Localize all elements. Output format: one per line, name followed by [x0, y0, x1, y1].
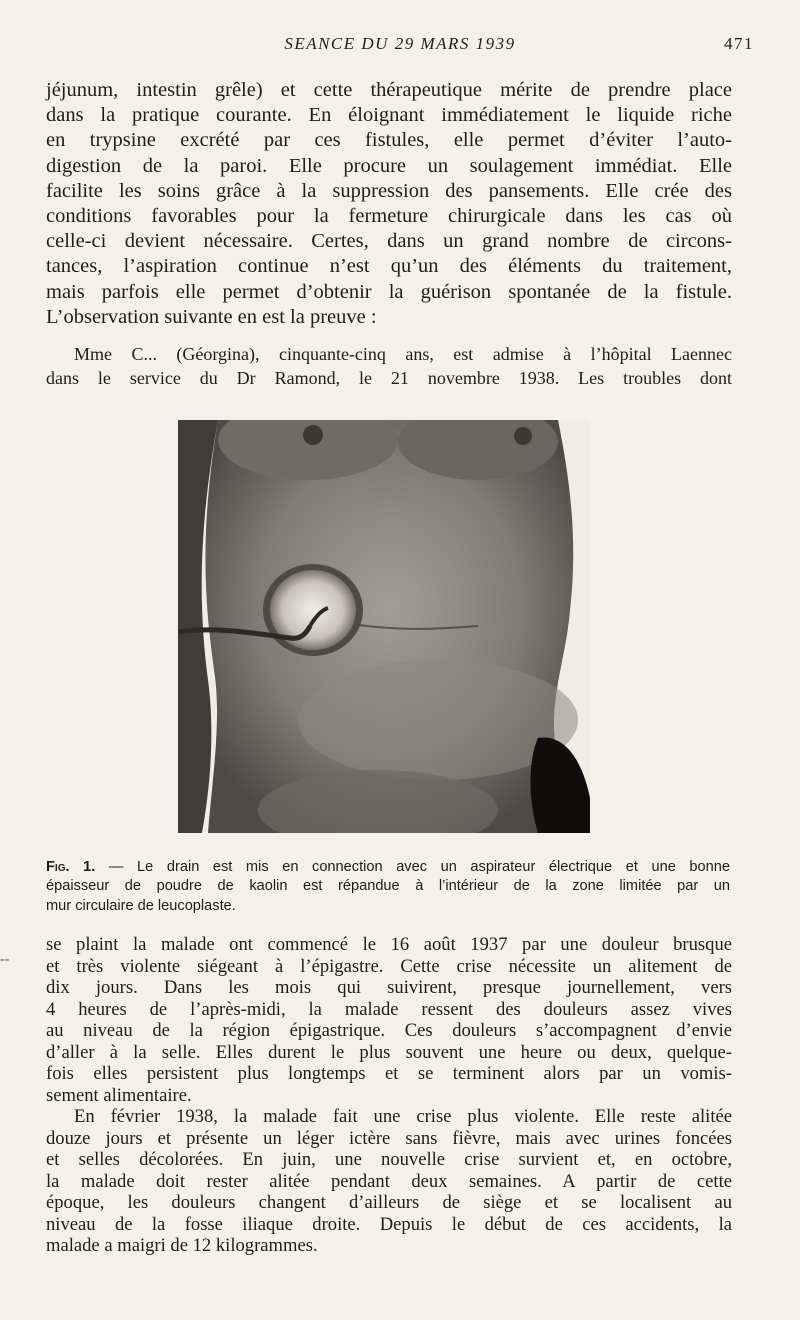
torso-photo-illustration	[178, 420, 590, 833]
text-line: Mme C... (Géorgina), cinquante-cinq ans, est admise à l’hôpital Laennec	[74, 344, 732, 364]
caption-text: — Le drain est mis en connection avec un aspirateur électrique et une bonne	[108, 859, 730, 875]
text-line: fois elles persistent plus longtemps et se terminent alors par un vomis-	[46, 1063, 732, 1084]
text-line: époque, les douleurs changent d’ailleurs de siège et se localisent au	[46, 1192, 732, 1213]
figure-photograph	[178, 420, 590, 833]
body-continued	[46, 934, 732, 1257]
text-line: douze jours et présente un léger ictère sans fièvre, mais avec urines foncées	[46, 1127, 732, 1149]
text-line: 4 heures de l’après-midi, la malade ressent des douleurs assez vives	[46, 998, 732, 1020]
text-line: L’observation suivante en est la preuve :	[46, 305, 377, 328]
text-line: niveau de la fosse iliaque droite. Depuis le début de ces accidents, la	[46, 1213, 732, 1235]
caption-line: mur circulaire de leucoplaste.	[46, 897, 236, 914]
running-head	[46, 34, 754, 58]
text-line: et très violente siégeant à l’épigastre. Cette crise nécessite un alitement de	[46, 955, 732, 977]
page-number: 471	[724, 34, 754, 53]
margin-mark: --	[0, 952, 10, 967]
text-line: celle-ci devient nécessaire. Certes, dans un grand nombre de circons-	[46, 230, 732, 253]
text-line: conditions favorables pour la fermeture chirurgicale dans les cas où	[46, 205, 732, 228]
caption-line: épaisseur de poudre de kaolin est répandue à l’intérieur de la zone limitée par un	[46, 878, 730, 895]
text-line: en trypsine excrété par ces fistules, elle permet d’éviter l’auto-	[46, 129, 732, 152]
text-line: la malade doit rester alitée pendant deux semaines. A partir de cette	[46, 1170, 732, 1192]
text-line: se plaint la malade ont commencé le 16 août 1937 par une douleur brusque	[46, 934, 732, 955]
text-line: dans la pratique courante. En éloignant immédiatement le liquide riche	[46, 104, 732, 127]
text-line: au niveau de la région épigastrique. Ces douleurs s’accompagnent d’envie	[46, 1020, 732, 1041]
text-line: mais parfois elle permet d’obtenir la guérison spontanée de la fistule.	[46, 280, 732, 303]
text-line: d’aller à la selle. Elles durent le plus souvent une heure ou deux, quelque-	[46, 1041, 732, 1063]
text-line: En février 1938, la malade fait une crise plus violente. Elle reste alitée	[74, 1106, 732, 1127]
figure-label: Fig. 1.	[46, 859, 96, 875]
figure-caption	[46, 858, 730, 916]
text-line: tances, l’aspiration continue n’est qu’un des éléments du traitement,	[46, 255, 732, 278]
text-line: dans le service du Dr Ramond, le 21 novembre 1938. Les troubles dont	[46, 368, 732, 388]
observation-paragraph	[46, 342, 732, 390]
text-line: dix jours. Dans les mois qui suivirent, presque journellement, vers	[46, 977, 732, 998]
caption-line	[46, 858, 730, 877]
text-line: digestion de la paroi. Elle procure un soulagement immédiat. Elle	[46, 154, 732, 177]
text-line: sement alimentaire.	[46, 1084, 192, 1106]
paragraph-top	[46, 78, 732, 330]
text-line: jéjunum, intestin grêle) et cette thérapeutique mérite de prendre place	[46, 79, 732, 101]
text-line: malade a maigri de 12 kilogrammes.	[46, 1235, 318, 1256]
text-line: facilite les soins grâce à la suppression des pansements. Elle crée des	[46, 179, 732, 202]
text-line: et selles décolorées. En juin, une nouvelle crise survient et, en octobre,	[46, 1149, 732, 1170]
running-title: SEANCE DU 29 MARS 1939	[284, 34, 516, 53]
